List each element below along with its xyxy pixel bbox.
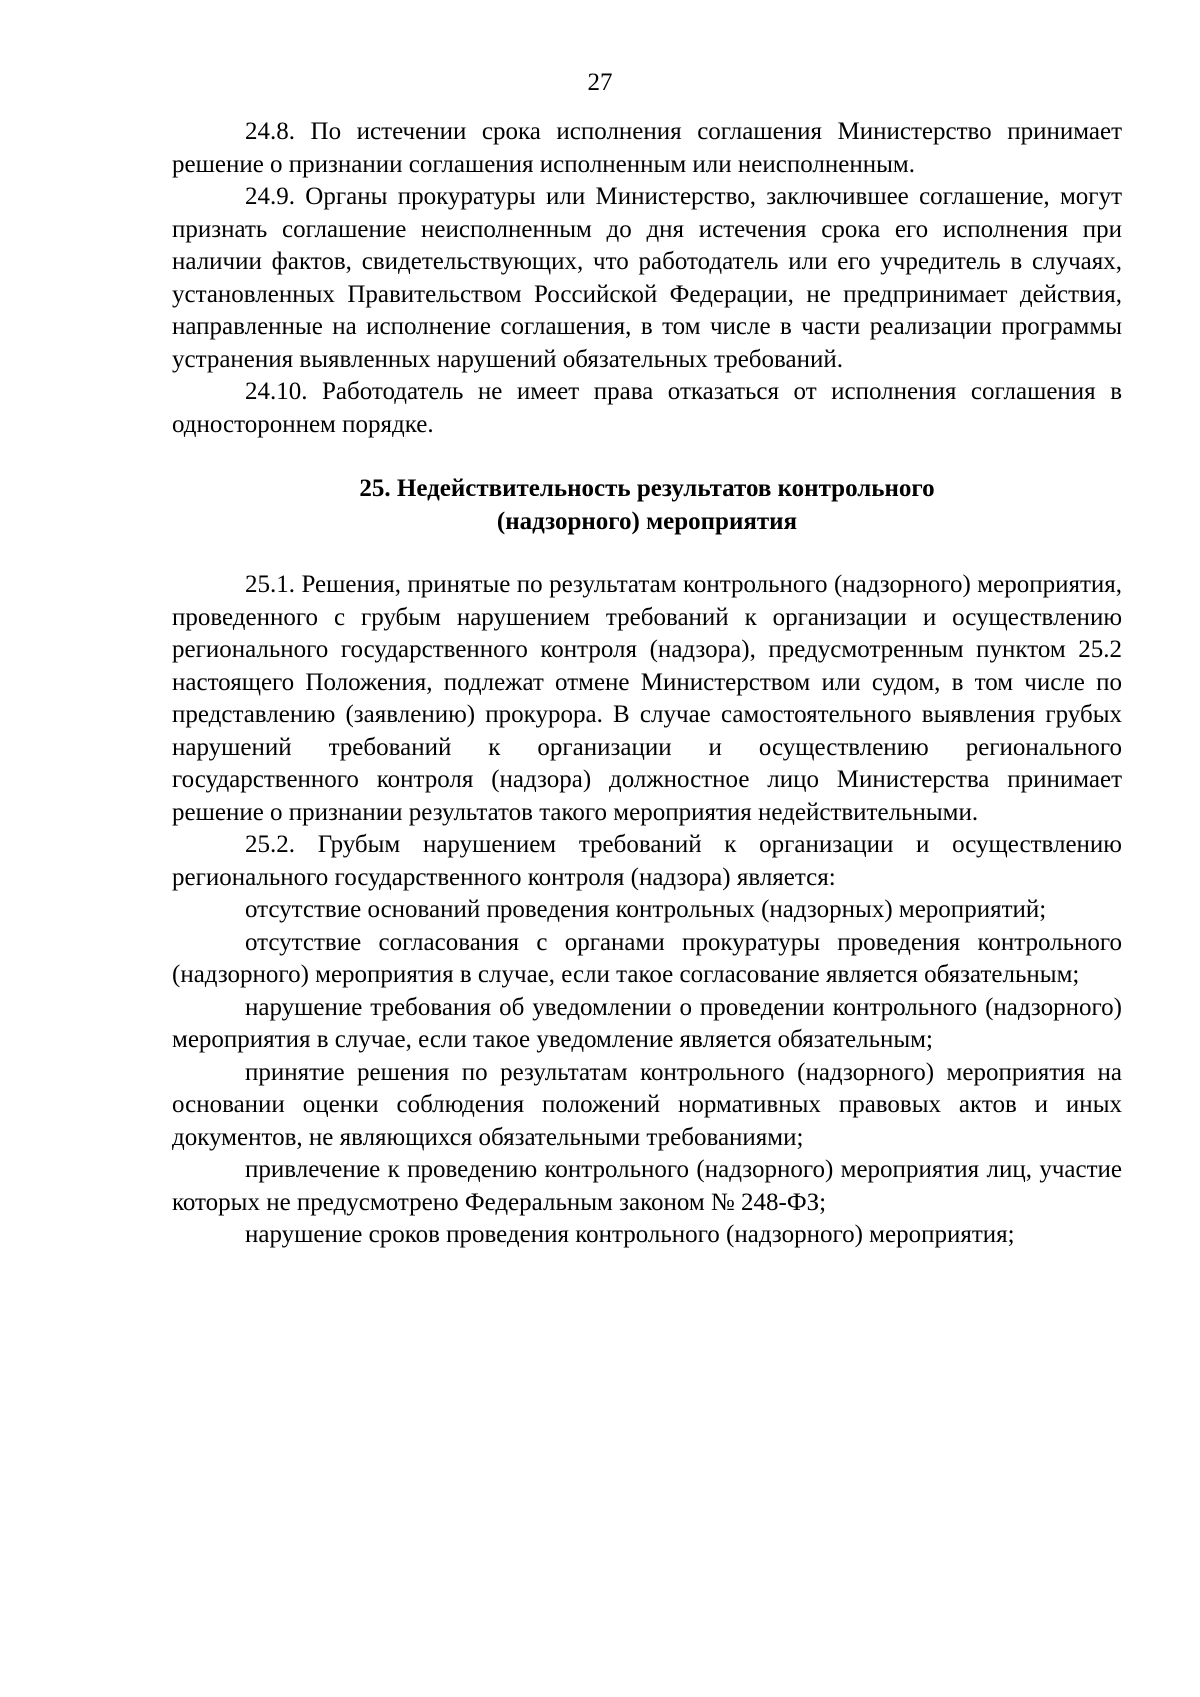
paragraph-24-8: 24.8. По истечении срока исполнения соглашения Министерство принимает решение о признании соглашения исполненным или неисполненным. xyxy=(172,118,1122,178)
paragraph-24-10: 24.10. Работодатель не имеет права отказаться от исполнения соглашения в одностороннем порядке. xyxy=(172,378,1122,438)
list-item-notification-violation: нарушение требования об уведомлении о проведении контрольного (надзорного) мероприятия в случае, если такое уведомление является обязательным; xyxy=(172,993,1122,1053)
paragraph-25-1: 25.1. Решения, принятые по результатам контрольного (надзорного) мероприятия, проведенного с грубым нарушением требований к организации и осуществлению регионального государственного контроля (надзора), предусмотренным пунктом 25.2 настоящего Положения, подлежат отмене Министерством или судом, в том числе по представлению (заявлению) прокурора. В случае самостоятельного выявления грубых нарушений требований к организации и осуществлению регионального государственного контроля (надзора) должностное лицо Министерства принимает решение о признании результатов такого мероприятия недействительными. xyxy=(172,571,1122,826)
section-title xyxy=(172,473,1122,538)
document-body xyxy=(172,116,1122,1252)
page-number: 27 xyxy=(587,69,613,96)
section-title-line-1: 25. Недействительность результатов контрольного xyxy=(359,475,935,502)
list-item-no-approval: отсутствие согласования с органами прокуратуры проведения контрольного (надзорного) мероприятия в случае, если такое согласование является обязательным; xyxy=(172,928,1122,988)
list-item-unauthorized-persons: привлечение к проведению контрольного (надзорного) мероприятия лиц, участие которых не предусмотрено Федеральным законом № 248-ФЗ; xyxy=(172,1156,1122,1216)
list-item-no-grounds: отсутствие оснований проведения контрольных (надзорных) мероприятий; xyxy=(245,896,1047,923)
paragraph-24-9: 24.9. Органы прокуратуры или Министерство, заключившее соглашение, могут признать соглашение неисполненным до дня истечения срока его исполнения при наличии фактов, свидетельствующих, что работодатель или его учредитель в случаях, установленных Правительством Российской Федерации, не предпринимает действия, направленные на исполнение соглашения, в том числе в части реализации программы устранения выявленных нарушений обязательных требований. xyxy=(172,183,1122,373)
paragraph-25-2: 25.2. Грубым нарушением требований к организации и осуществлению регионального государственного контроля (надзора) является: xyxy=(172,831,1122,891)
list-item-deadline-violation: нарушение сроков проведения контрольного (надзорного) мероприятия; xyxy=(245,1221,1015,1248)
section-title-line-2: (надзорного) мероприятия xyxy=(496,507,798,535)
list-item-non-mandatory-requirements: принятие решения по результатам контрольного (надзорного) мероприятия на основании оценки соблюдения положений нормативных правовых актов и иных документов, не являющихся обязательными требованиями; xyxy=(172,1058,1122,1151)
